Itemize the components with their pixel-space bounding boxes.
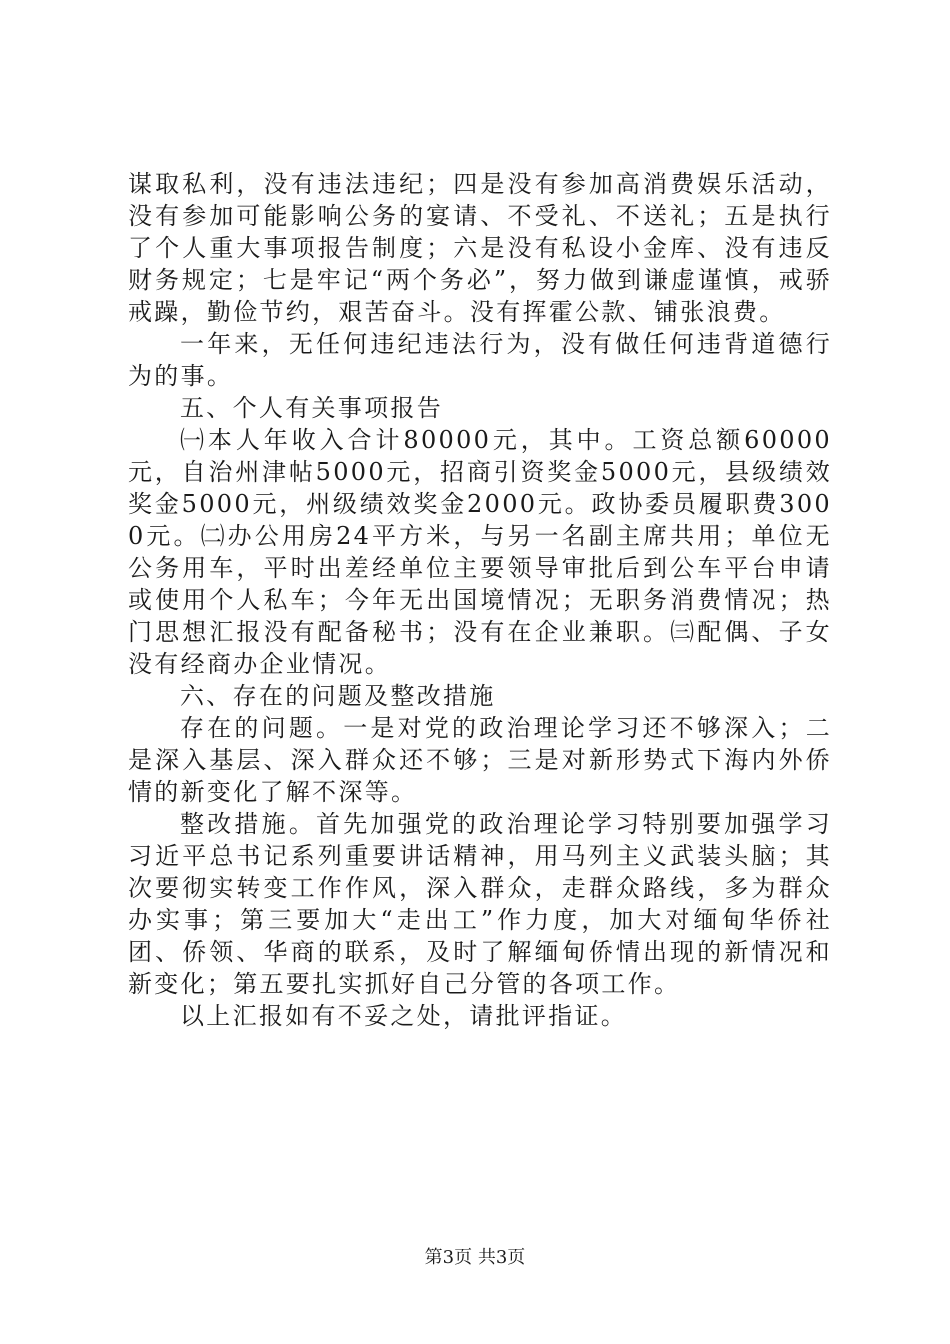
paragraph-summary: 一年来，无任何违纪违法行为，没有做任何违背道德行为的事。 <box>128 330 832 390</box>
section-heading-problems: 六、存在的问题及整改措施 <box>180 682 496 710</box>
paragraph-closing: 以上汇报如有不妥之处，请批评指证。 <box>180 1002 628 1030</box>
document-body <box>128 168 832 1032</box>
paragraph-problems: 存在的问题。一是对党的政治理论学习还不够深入；二是深入基层、深入群众还不够；三是对新形势式下海内外侨情的新变化了解不深等。 <box>128 714 832 806</box>
paragraph-continuation: 谋取私利，没有违法违纪；四是没有参加高消费娱乐活动，没有参加可能影响公务的宴请、不受礼、不送礼；五是执行了个人重大事项报告制度；六是没有私设小金库、没有违反财务规定；七是牢记“两个务必”，努力做到谦虚谨慎，戒骄戒躁，勤俭节约，艰苦奋斗。没有挥霍公款、铺张浪费。 <box>128 170 832 326</box>
paragraph-personal-report: ㈠本人年收入合计80000元，其中。工资总额60000元，自治州津帖5000元，招商引资奖金5000元，县级绩效奖金5000元，州级绩效奖金2000元。政协委员履职费3000元。㈡办公用房24平方米，与另一名副主席共用；单位无公务用车，平时出差经单位主要领导审批后到公车平台申请或使用个人私车；今年无出国境情况；无职务消费情况；热门思想汇报没有配备秘书；没有在企业兼职。㈢配偶、子女没有经商办企业情况。 <box>128 426 832 678</box>
section-heading-personal-report: 五、个人有关事项报告 <box>180 394 443 422</box>
paragraph-rectification: 整改措施。首先加强党的政治理论学习特别要加强学习习近平总书记系列重要讲话精神，用马列主义武装头脑；其次要彻实转变工作作风，深入群众，走群众路线，多为群众办实事；第三要加大“走出工”作力度，加大对缅甸华侨社团、侨领、华商的联系，及时了解缅甸侨情出现的新情况和新变化；第五要扎实抓好自己分管的各项工作。 <box>128 810 832 998</box>
page-number-footer: 第3页 共3页 <box>424 1247 526 1268</box>
